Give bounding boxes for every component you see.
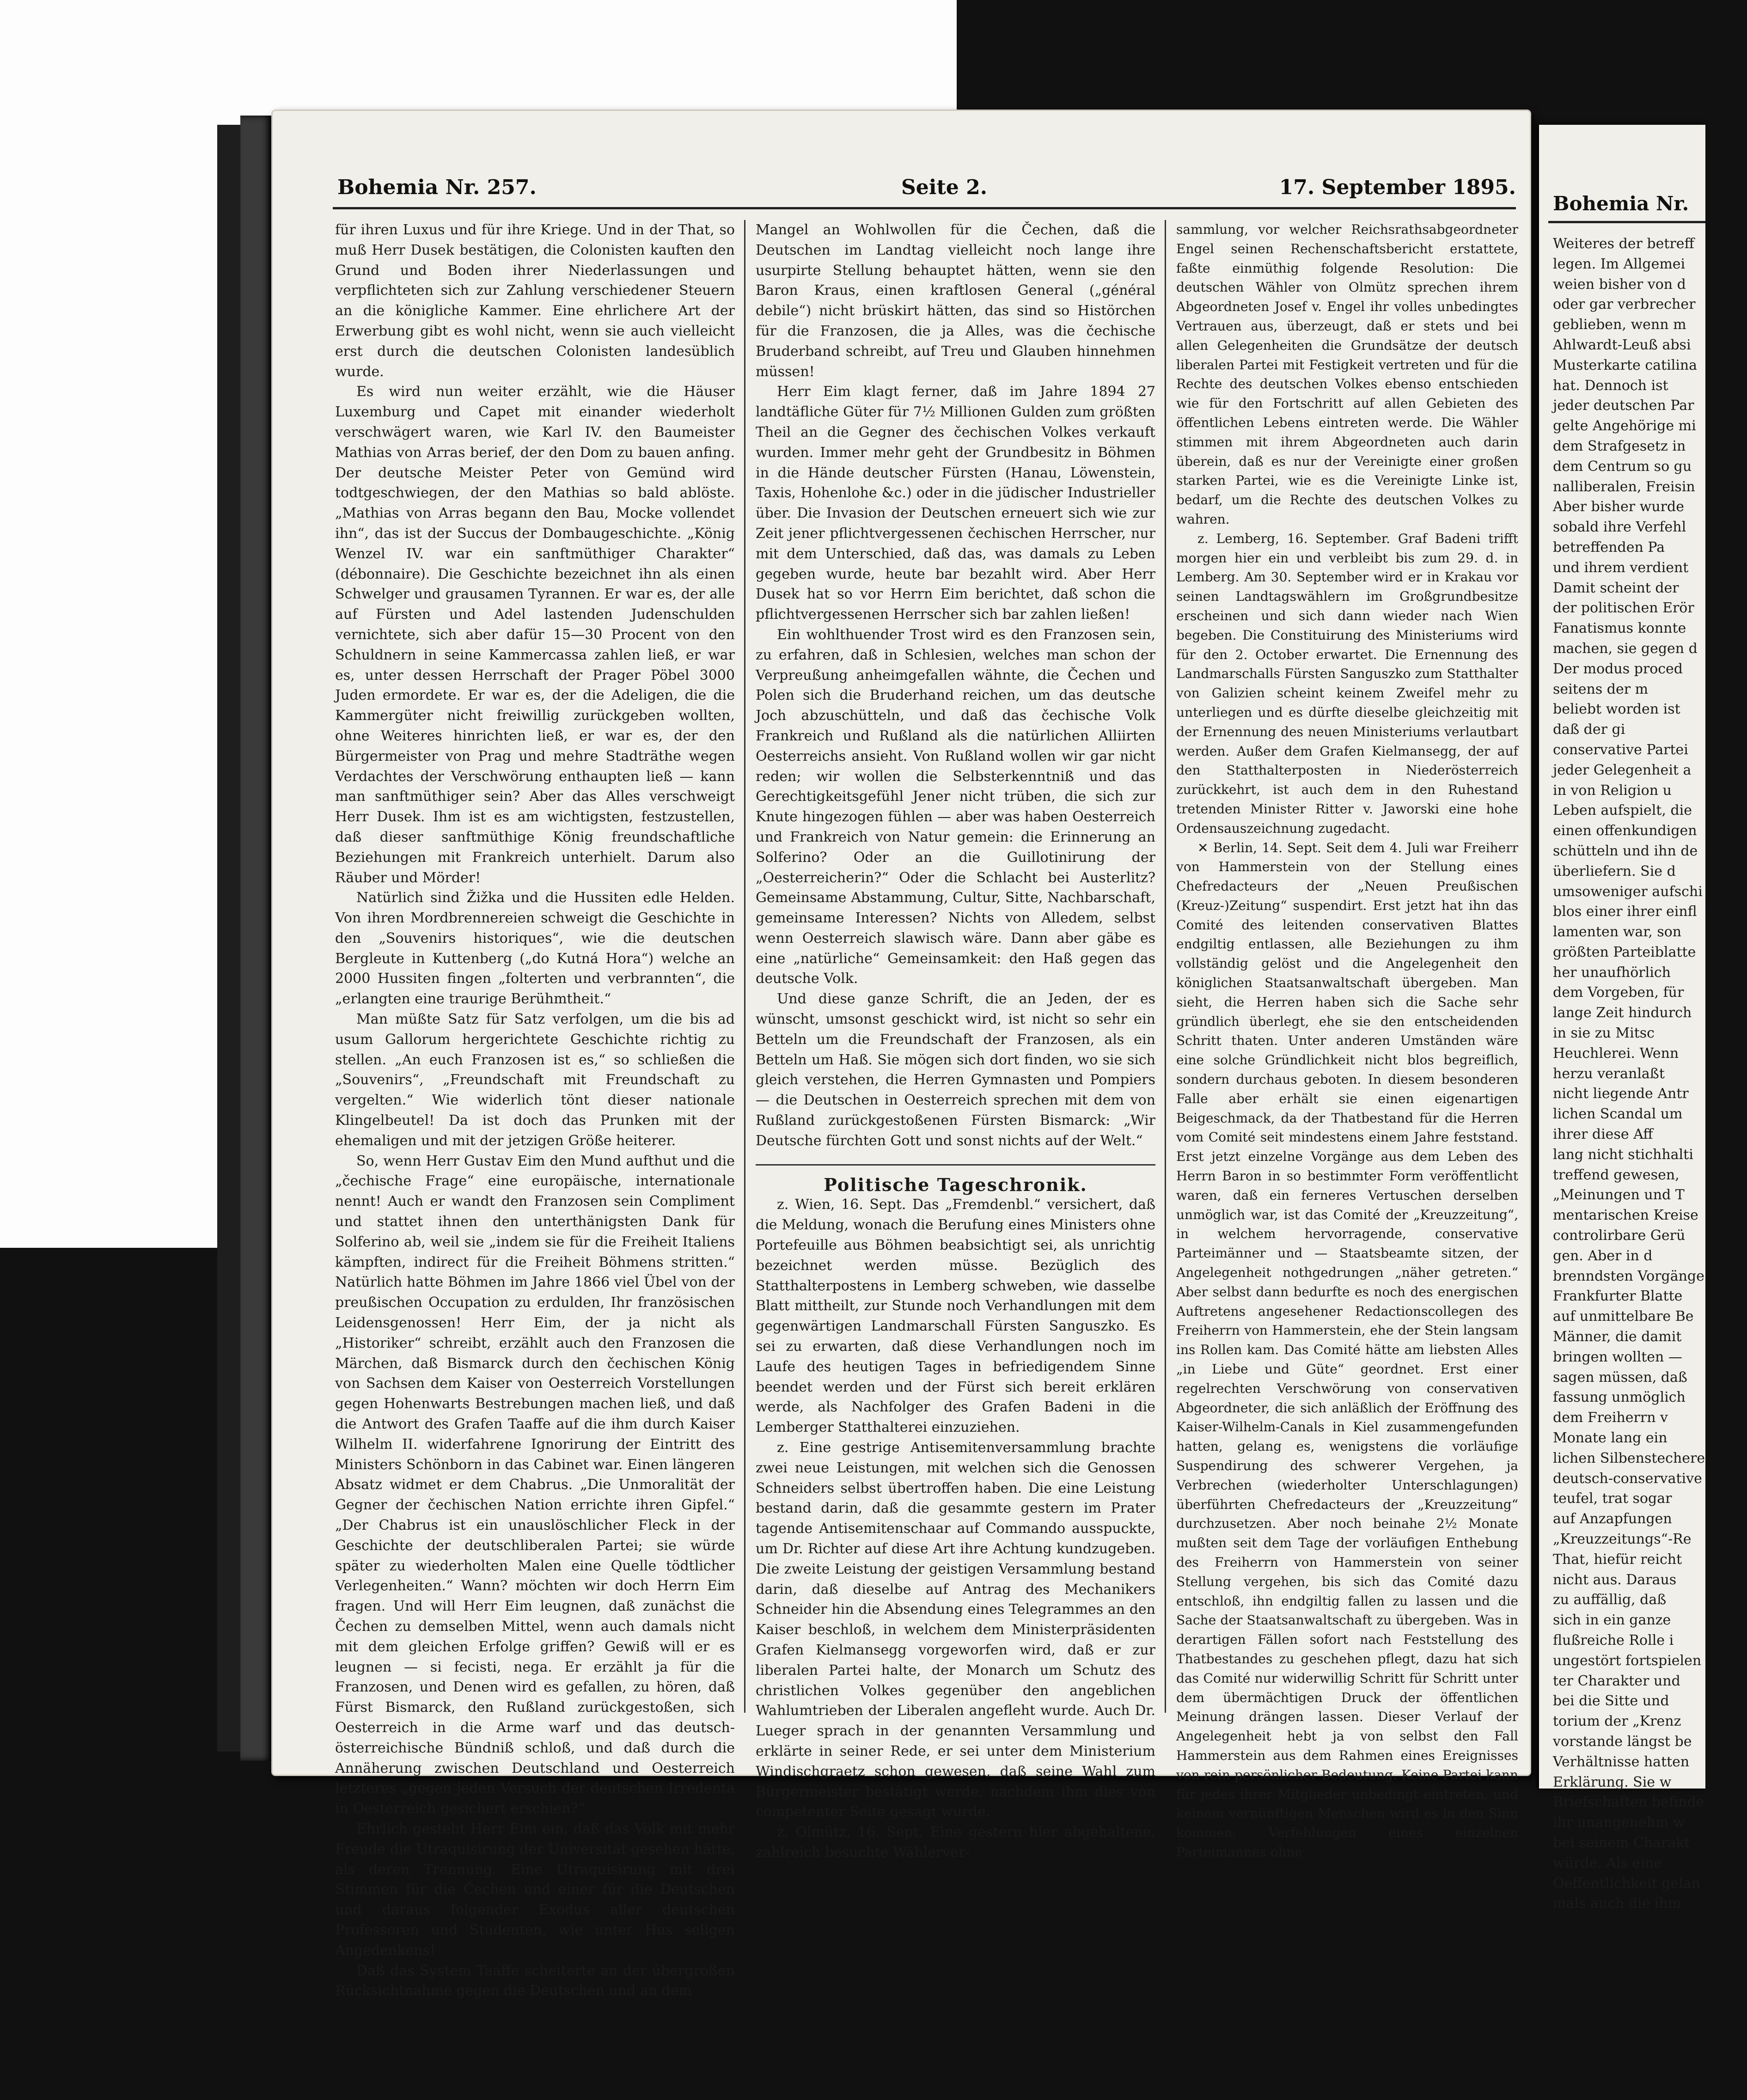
next-page-line: Ahlwardt-Leuß absi [1553, 336, 1691, 353]
header-rule [333, 207, 1516, 209]
next-page-line: Der modus proced [1553, 660, 1683, 677]
next-page-line: torium der „Krenz [1553, 1713, 1681, 1730]
next-page-line: beliebt worden ist [1553, 701, 1680, 718]
next-page-partial [1539, 125, 1705, 1912]
paragraph: für ihren Luxus und für ihre Kriege. Und in der That, so muß Herr Dusek bestätigen, die Colonisten kauften den Grund und Boden ihrer Niederlassungen und verpflichteten sich zur Zahlung verschiedener Steuern an die königliche Kammer. Eine ehrlichere Art der Erwerbung gibt es wohl nicht, wenn sie auch vielleicht erst durch die deutschen Colonisten landesüblich wurde. [335, 222, 735, 380]
column-1 [335, 220, 735, 1999]
next-page-line: hat. Dennoch ist [1553, 377, 1668, 394]
next-page-line: nicht liegende Antr [1553, 1086, 1689, 1102]
next-page-header: Bohemia Nr. [1553, 192, 1689, 215]
next-page-line: Heuchlerei. Wenn [1553, 1045, 1679, 1062]
next-page-line: oder gar verbrecher [1553, 296, 1696, 313]
next-page-line: nicht aus. Daraus [1553, 1571, 1677, 1588]
next-page-line: fassung unmöglich [1553, 1389, 1686, 1406]
next-page-line: würde. Als eine [1553, 1855, 1662, 1871]
next-page-line: zu auffällig, daß [1553, 1592, 1667, 1608]
next-page-line: und ihrem verdient [1553, 559, 1689, 576]
next-page-line: lamenten war, son [1553, 924, 1682, 940]
paragraph: Man müßte Satz für Satz verfolgen, um die bis ad usum Gallorum hergerichtete Geschichte richtig zu stellen. „An euch Franzosen ist es,“ so schließen die „Souvenirs“, „Freundschaft mit Freundschaft zu vergelten.“ Wie widerlich tönt dieser nationale Klingelbeutel! Da ist doch das Prunken mit der ehemaligen und mit der jetzigen Größe heiterer. [335, 1011, 735, 1149]
next-page-column [1553, 234, 1747, 1912]
paragraph: So, wenn Herr Gustav Eim den Mund aufthut und die „čechische Frage“ eine europäische, internationale nennt! Auch er wandt den Franzosen sein Compliment und stattet ihnen den unterthänigsten Dank für Solferino ab, weil sie „indem sie für die Freiheit Italiens kämpften, indirect für die Freiheit Böhmens stritten.“ Natürlich hatte Böhmen im Jahre 1866 viel Übel von der preußischen Occupation zu erdulden, Ihr französischen Leidensgenossen! Herr Eim, der ja nicht als „Historiker“ schreibt, erzählt auch den Franzosen die Märchen, daß Bismarck durch den čechischen König von Sachsen dem Kaiser von Oesterreich Vorstellungen gegen Hohenwarts Bestrebungen machen ließ, und daß die Antwort des Grafen Taaffe auf die ihm durch Kaiser Wilhelm II. widerfahrene Ignorirung der Eintritt des Ministers Schönborn in das Cabinet war. Einen längeren Absatz widmet er dem Chabrus. „Die Unmoralität der Gegner der čechischen Nation errichte ihren Gipfel.“ „Der Chabrus ist ein unauslöschlicher Fleck in der Geschichte der deutschliberalen Partei; sie würde später zu wiederholten Malen eine Quelle tödtlicher Verlegenheiten.“ Wann? möchten wir doch Herrn Eim fragen. Und will Herr Eim leugnen, daß zunächst die Čechen zu demselben Mittel, wenn auch damals nicht mit dem gleichen Erfolge griffen? Gewiß will er es leugnen — si fecisti, nega. Er erzählt ja für die Franzosen, und Denen wird es gefallen, zu hören, daß Fürst Bismarck, den Rußland zurückgestoßen, sich Oesterreich in die Arme warf und das deutsch-österreichische Bündniß schloß, und daß durch die Annäherung zwischen Deutschland und Oesterreich letzteres „gegen jeden Versuch der deutschen Irredenta in Oesterreich gesichert erschien?“ [335, 1153, 735, 1817]
next-page-line: Verhältnisse hatten [1553, 1753, 1690, 1770]
next-page-line: Erklärung. Sie w [1553, 1774, 1672, 1790]
header-date: 17. September 1895. [1279, 176, 1516, 199]
next-page-line: dem Centrum so gu [1553, 458, 1692, 475]
paragraph: Ein wohlthuender Trost wird es den Franzosen sein, zu erfahren, daß in Schlesien, welches man schon der Verpreußung anheimgefallen wähnte, die Čechen und Polen sich die Bruderhand reichen, um das deutsche Joch abzuschütteln, und daß das čechische Volk Frankreich und Rußland als die natürlichen Alliirten Oesterreichs ansieht. Von Rußland wollen wir gar nicht reden; wir wollen die Selbsterkenntniß und das Gerechtigkeitsgefühl Jener nicht trüben, die sich zur Knute hingezogen fühlen — aber was haben Oesterreich und Frankreich von Natur gemein: die Erinnerung an Solferino? Oder an die Guillotinirung der „Oesterreicherin?“ Oder die Schlacht bei Austerlitz? Gemeinsame Abstammung, Cultur, Sitte, Nachbarschaft, gemeinsame Interessen? Nichts von Alledem, selbst wenn Oesterreich slawisch wäre. Dann aber gäbe es eine „natürliche“ Gemeinsamkeit: den Haß gegen das deutsche Volk. [756, 626, 1155, 987]
section-rule [756, 1164, 1155, 1166]
book-spine [240, 116, 273, 1761]
next-page-line: sagen müssen, daß [1553, 1369, 1687, 1386]
paragraph: Mangel an Wohlwollen für die Čechen, daß die Deutschen im Landtag vielleicht noch lange ihre usurpirte Stellung behauptet hätten, wenn sie den Baron Kraus, einen kraftlosen General („général debile“) nicht brüskirt hätten, das sind so Histörchen für die Franzosen, die ja Alles, was die čechische Bruderband schreibt, auf Treu und Glauben hinnehmen müssen! [756, 222, 1155, 380]
next-page-line: her unaufhörlich [1553, 964, 1671, 981]
next-page-line: ter Charakter und [1553, 1673, 1680, 1689]
next-page-line: „Kreuzzeitungs“-Re [1553, 1531, 1692, 1547]
next-page-line: Damit scheint der [1553, 580, 1679, 596]
next-page-line: betreffenden Pa [1553, 539, 1665, 556]
next-page-line: machen, sie gegen d [1553, 640, 1698, 657]
next-page-line: flußreiche Rolle i [1553, 1632, 1674, 1648]
next-page-line: ihr unangenehm w [1553, 1814, 1685, 1831]
next-page-line: That, hiefür reicht [1553, 1551, 1682, 1568]
next-page-line: teufel, trat sogar [1553, 1490, 1672, 1507]
news-item: ✕ Berlin, 14. Sept. Seit dem 4. Juli war Freiherr von Hammerstein von der Stellung eines Chefredacteurs der „Neuen Preußischen (Kreuz-)Zeitung“ suspendirt. Erst jetzt hat ihn das Comité des leitenden conservativen Blattes endgiltig entlassen, alle Beziehungen zu ihm vollständig gelöst und die Angelegenheit den königlichen Staatsanwaltschaft übergeben. Man sieht, die Herren haben sich die Sache sehr gründlich überlegt, ehe sie den entscheidenden Schritt thaten. Unter anderen Umständen wäre eine solche Gründlichkeit nicht blos begreiflich, sondern durchaus geboten. In diesem besonderen Falle aber erhält sie einen eigenartigen Beigeschmack, da der Thatbestand für die Herren vom Comité seit mindestens einem Jahre feststand. Erst jetzt einzelne Vorgänge aus dem Leben des Herrn Baron in so bestimmter Form veröffentlicht waren, daß ein ferneres Vertuschen derselben unmöglich war, ist das Comité der „Kreuzzeitung“, in welchem hervorragende, conservative Parteimänner und — Staatsbeamte sitzen, der Angelegenheit nothgedrungen „näher getreten.“ Aber selbst dann bedurfte es noch des energischen Auftretens angesehener Redactionscollegen des Freiherrn von Hammerstein, ehe der Stein langsam ins Rollen kam. Das Comité hätte am liebsten Alles „in Liebe und Güte“ geordnet. Erst einer regelrechten Verschwörung von conservativen Abgeordneter, die sich anläßlich der Eröffnung des Kaiser-Wilhelm-Canals in Kiel zusammengefunden hatten, gelang es, wenigstens die vorläufige Suspendirung des schwerer Vergehen, ja Verbrechen (wiederholter Unterschlagungen) überführten Chefredacteurs der „Kreuzzeitung“ durchzusetzen. Aber noch beinahe 2½ Monate mußten seit dem Tage der vorläufigen Enthebung des Freiherrn von Hammerstein von seiner Stellung vergehen, bis sich das Comité dazu entschloß, ihn endgiltig fallen zu lassen und die Sache der Staatsanwaltschaft zu übergeben. Was in derartigen Fällen sofort nach Feststellung des Thatbestandes zu geschehen pflegt, dazu hat sich das Comité nur widerwillig Schritt für Schritt unter dem übermächtigen Druck der öffentlichen Meinung drängen lassen. Dieser Verlauf der Angelegenheit hebt ja von selbst den Fall Hammerstein aus dem Rahmen eines Ereignisses von rein persönlicher Bedeutung. Keine Partei kann für jedes ihrer Mitglieder unbedingt eintreten, und keinem vernünftigen Menschen wird es in den Sinn kommen, Verfehlungen eines einzelnen Parteimannes ohne [1176, 840, 1518, 1860]
next-page-line: größten Parteiblatte [1553, 944, 1696, 960]
next-page-line: mals auch die ihm [1553, 1895, 1681, 1912]
header-page-number: Seite 2. [901, 176, 988, 199]
next-page-line: dem Freiherrn v [1553, 1410, 1668, 1426]
next-page-line: geblieben, wenn m [1553, 317, 1686, 333]
next-page-line: auf Anzapfungen [1553, 1511, 1672, 1527]
paragraph: Daß das System Taaffe scheiterte an der übergroßen Rücksichtnahme gegen die Deutschen und an dem [335, 1962, 735, 1999]
next-page-line: Monate lang ein [1553, 1430, 1668, 1447]
next-page-line: Briefschaften befinde [1553, 1794, 1704, 1811]
section-title: Politische Tageschronik. [824, 1174, 1087, 1195]
next-page-line: sobald ihre Verfehl [1553, 519, 1686, 536]
next-page-line: blos einer ihrer einfl [1553, 903, 1697, 920]
paragraph: sammlung, vor welcher Reichsrathsabgeordneter Engel seinen Rechenschaftsbericht erstattete, faßte einmüthig folgende Resolution: Die deutschen Wähler von Olmütz sprechen ihrem Abgeordneten Josef v. Engel ihr volles unbedingtes Vertrauen aus, überzeugt, daß er stets und bei allen Gelegenheiten die Grundsätze der deutsch liberalen Partei mit Festigkeit vertreten und für die Rechte des deutschen Volkes ebenso entschieden wie für den Fortschritt auf allen Gebieten des öffentlichen Lebens eintreten werde. Die Wähler stimmen mit ihrem Abgeordneten auch darin überein, daß es nur der Vereinigte einer großen starken Partei, wie es die Vereinigte Linke ist, bedarf, um die Rechte des deutschen Volkes zu wahren. [1176, 222, 1518, 527]
news-item: z. Wien, 16. Sept. Das „Fremdenbl.“ versichert, daß die Meldung, wonach die Berufung eines Ministers ohne Portefeuille aus Böhmen beabsichtigt sei, als unrichtig bezeichnet werden müsse. Bezüglich des Statthalterpostens in Lemberg schweben, wie dasselbe Blatt mittheilt, zur Stunde noch Verhandlungen mit dem gegenwärtigen Landmarschall Fürsten Sanguszko. Es sei zu erwarten, daß diese Verhandlungen noch im Laufe des heutigen Tages in befriedigendem Sinne beendet werden und der Fürst sich bereit erklären werde, als Nachfolger des Grafen Badeni in die Lemberger Statthalterei einzuziehen. [756, 1197, 1155, 1436]
next-page-line: lichen Silbenstechere [1553, 1450, 1705, 1466]
next-page-line: lichen Scandal um [1553, 1106, 1683, 1123]
next-page-line: legen. Im Allgemei [1553, 256, 1686, 272]
next-page-line: vorstande längst be [1553, 1733, 1692, 1750]
next-page-line: schütteln und ihn de [1553, 842, 1698, 859]
next-page-line: Fanatismus konnte [1553, 620, 1686, 637]
next-page-line: jeder deutschen Par [1553, 397, 1694, 414]
next-page-line: in von Religion u [1553, 782, 1672, 799]
next-page-line: nalliberalen, Freisin [1553, 478, 1695, 495]
next-page-line: jeder Gelegenheit a [1553, 762, 1692, 778]
next-page-line: dem Vorgeben, für [1553, 984, 1684, 1001]
column-2 [756, 220, 1155, 1861]
paragraph: Herr Eim klagt ferner, daß im Jahre 1894 27 landtäfliche Güter für 7½ Millionen Gulden zum größten Theil an die Gegner des čechischen Volkes verkauft wurden. Immer mehr geht der Grundbesitz in Böhmen in die Hände deutscher Fürsten (Hanau, Löwenstein, Taxis, Hohenlohe &c.) oder in die jüdischer Industrieller über. Die Invasion der Deutschen erneuert sich wie zur Zeit jener pflichtvergessenen čechischen Herrscher, nur mit dem Unterschied, daß das, was damals zu Leben gegeben wurde, heute bar bezahlt wird. Aber Herr Dusek hat so vor Herrn Eim berichtet, daß schon die pflichtvergessenen Herrscher sich bar zahlen ließen! [756, 384, 1155, 623]
page-header [333, 176, 1516, 208]
next-page-line: Aber bisher wurde [1553, 499, 1684, 515]
next-page-line: ihrer diese Aff [1553, 1126, 1653, 1143]
next-page-line: seitens der m [1553, 681, 1649, 697]
paragraph: Ehrlich gesteht Herr Eim ein, daß das Volk mit mehr Freude die Utraquisirung der Universität gesehen hätte, als deren Trennung. Eine Utraquisirung mit drei Stimmen für die Čechen und einer für die Deutschen und daraus folgender Exodus aller deutschen Professoren und Studenten, wie unter Hus seligen Angedenkens! [335, 1820, 735, 1959]
paragraph: Natürlich sind Žižka und die Hussiten edle Helden. Von ihren Mordbrennereien schweigt die Geschichte in den „Souvenirs historiques“, wie die deutschen Bergleute in Kuttenberg („do Kutná Hora“) welche an 2000 Hussiten fingen „folterten und verbrannten“, die „erlangten eine traurige Berühmtheit.“ [335, 890, 735, 1007]
next-page-line: Weiteres der betreff [1553, 236, 1694, 252]
next-page-line: mentarischen Kreise [1553, 1207, 1698, 1224]
next-page-line: gen. Aber in d [1553, 1247, 1653, 1264]
next-page-line: brenndsten Vorgänge [1553, 1268, 1704, 1284]
next-page-line: lang nicht stichhalti [1553, 1146, 1693, 1163]
column-3 [1176, 220, 1518, 1860]
next-page-line: umsoweniger aufschi [1553, 883, 1703, 900]
paragraph: Und diese ganze Schrift, die an Jeden, der es wünscht, umsonst geschickt wird, ist nicht so sehr ein Betteln um die Freundschaft der Franzosen, als ein Betteln um Haß. Sie mögen sich dort finden, wo sie sich gleich verstehen, die Herren Gymnasten und Pompiers — die Deutschen in Oesterreich sprechen mit dem von Rußland zurückgestoßenen Fürsten Bismarck: „Wir Deutsche fürchten Gott und sonst nichts auf der Welt.“ [756, 991, 1155, 1149]
next-page-line: lange Zeit hindurch [1553, 1005, 1692, 1021]
next-page-header-rule [1548, 221, 1705, 223]
next-page-line: ungestört fortspielen [1553, 1652, 1702, 1669]
next-page-line: gelte Angehörige mi [1553, 418, 1696, 434]
next-page-line: sich in ein ganze [1553, 1612, 1671, 1629]
next-page-line: treffend gewesen, [1553, 1166, 1680, 1183]
next-page-line: daß der gi [1553, 721, 1625, 738]
next-page-line: „Meinungen und T [1553, 1187, 1685, 1203]
next-page-line: Leben aufspielt, die [1553, 802, 1692, 819]
news-item: z. Lemberg, 16. September. Graf Badeni trifft morgen hier ein und verbleibt bis zum 29. d. in Lemberg. Am 30. September wird er in Krakau vor seinen Landtagswählern im Großgrundbesitze erscheinen und sich dann wieder nach Wien begeben. Die Constituirung des Ministeriums wird für den 2. October erwartet. Die Ernennung des Landmarschalls Fürsten Sanguszko zum Statthalter von Galizien scheint keinem Zweifel mehr zu unterliegen und es dürfte dieselbe gleichzeitig mit der Ernennung des neuen Ministeriums verlautbart werden. Außer dem Grafen Kielmansegg, der auf den Statthalterposten in Niederösterreich zurückkehrt, ist auch dem in den Ruhestand tretenden Minister Ritter v. Jaworski eine hohe Ordensauszeichnung zugedacht. [1176, 531, 1518, 836]
next-page-line: bei die Sitte und [1553, 1693, 1669, 1709]
next-page-line: der politischen Erör [1553, 600, 1694, 617]
next-page-line: dem Strafgesetz in [1553, 438, 1686, 454]
news-item: z. Olmütz, 16. Sept. Eine gestern hier abgehaltene, zahlreich besuchte Wählerver- [756, 1824, 1155, 1861]
next-page-line: deutsch-conservative [1553, 1470, 1702, 1487]
next-page-line: in sie zu Mitsc [1553, 1025, 1655, 1042]
next-page-line: bei seinem Charakt [1553, 1834, 1690, 1851]
next-page-line: weien bisher von d [1553, 276, 1686, 293]
column-rule [1165, 220, 1166, 1713]
next-page-line: überliefern. Sie d [1553, 863, 1676, 879]
news-item: z. Eine gestrige Antisemitenversammlung brachte zwei neue Leistungen, mit welchen sich die Genossen Schneiders selbst übertroffen haben. Die eine Leistung bestand darin, daß die gesammte gestern im Prater tagende Antisemitenschaar auf Commando ausspuckte, um Dr. Richter auf diese Art ihre Achtung kundzugeben. Die zweite Leistung der geistigen Versammlung bestand darin, daß dieselbe auf Antrag des Mechanikers Schneider hin die Absendung eines Telegrammes an den Kaiser beschloß, in welchem dem Ministerpräsidenten Grafen Kielmansegg vorgeworfen wird, daß er zur liberalen Partei halte, der Monarch um Schutz des christlichen Volkes gegenüber den angeblichen Wahlumtrieben der Liberalen angefleht wurde. Auch Dr. Lueger sprach in der genannten Versammlung und erklärte in seiner Rede, er sei unter dem Ministerium Windischgraetz schon gewesen, daß seine Wahl zum Bürgermeister bestätigt werde, nachdem ihm dies von competenter Seite gesagt wurde. [756, 1440, 1155, 1820]
header-publication: Bohemia Nr. 257. [337, 176, 537, 199]
next-page-line: herzu veranlaßt [1553, 1065, 1665, 1082]
next-page-line: auf unmittelbare Be [1553, 1308, 1694, 1325]
paragraph: Es wird nun weiter erzählt, wie die Häuser Luxemburg und Capet mit einander wiederholt verschwägert waren, wie Karl IV. den Baumeister Mathias von Arras berief, der den Dom zu bauen anfing. Der deutsche Meister Peter von Gemünd wird todtgeschwiegen, der den Mathias so bald ablöste. „Mathias von Arras begann den Bau, Mocke vollendet ihn“, das ist der Succus der Dombaugeschichte. „König Wenzel IV. war ein sanftmüthiger Charakter“ (débonnaire). Die Geschichte bezeichnet ihn als einen Schwelger und grausamen Tyrannen. Er war es, der alle auf Fürsten und Adel lastenden Judenschulden vernichtete, sich aber dafür 15—30 Procent von den Schuldnern in seine Kammercassa zahlen ließ, er war es, unter dessen Herrschaft der Prager Pöbel 3000 Juden ermordete. Er war es, der die Adeligen, die die Kammergüter nicht freiwillig zurückgeben wollten, ohne Weiteres hinrichten ließ, er war es, der den Bürgermeister von Prag und mehre Stadträthe wegen Verdachtes der Verschwörung enthaupten ließ — kann man sanftmüthiger sein? Aber das Alles verschweigt Herr Dusek. Ihm ist es am wichtigsten, festzustellen, daß dieser sanftmüthige König freundschaftliche Beziehungen mit Frankreich unterhielt. Darum also Räuber und Mörder! [335, 384, 735, 886]
newspaper-page [273, 111, 1530, 1999]
next-page-line: Frankfurter Blatte [1553, 1288, 1683, 1305]
next-page-line: Musterkarte catilina [1553, 357, 1698, 373]
next-page-line: controlirbare Gerü [1553, 1227, 1686, 1244]
next-page-line: einen offenkundigen [1553, 823, 1697, 839]
column-rule [744, 220, 745, 1713]
next-page-line: conservative Partei [1553, 741, 1688, 758]
next-page-line: Männer, die damit [1553, 1329, 1682, 1345]
book-edge [217, 125, 243, 1752]
next-page-line: bringen wollten — [1553, 1349, 1682, 1365]
next-page-line: Oeffentlichkeit gelan [1553, 1875, 1700, 1892]
